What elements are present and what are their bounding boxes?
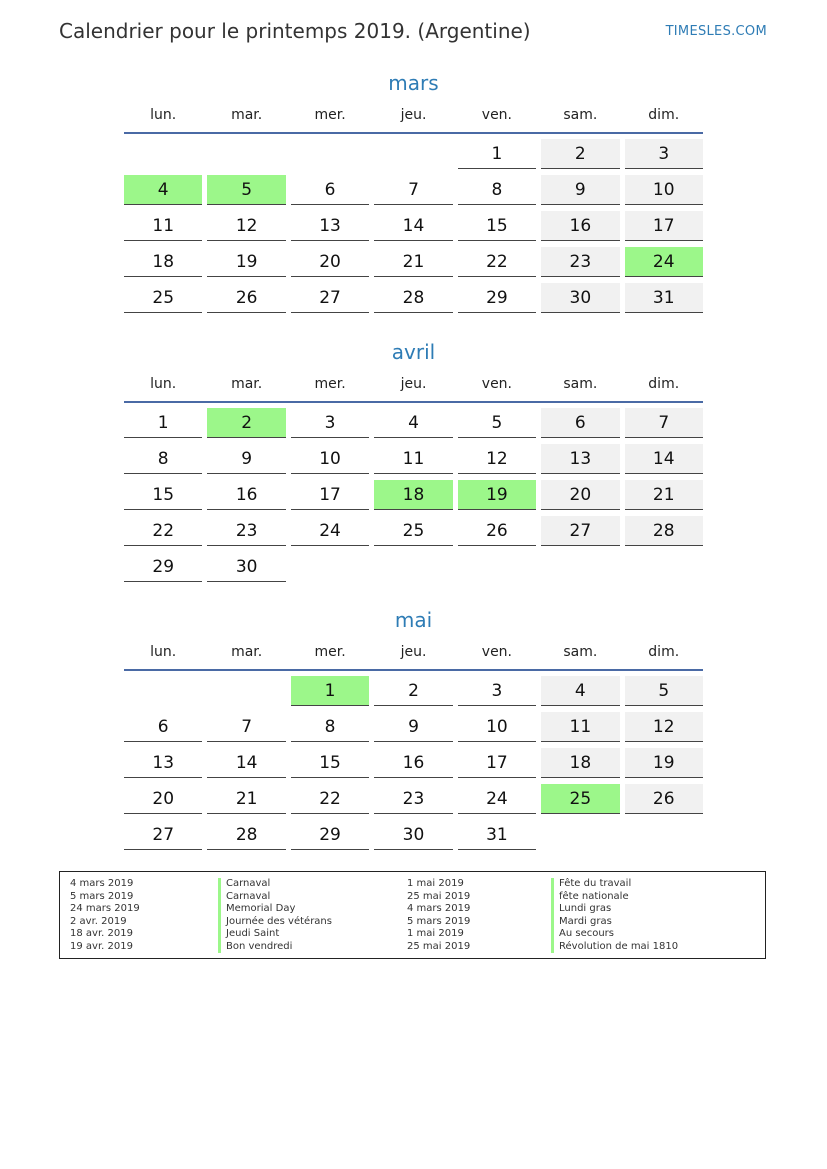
legend-holiday-name: Carnaval [218,878,332,891]
day-cell: 21 [625,480,703,510]
empty-day-cell [207,676,285,706]
empty-day-cell [291,139,369,169]
legend-right-names [551,878,678,953]
empty-day-cell [374,552,452,582]
day-cell: 26 [207,283,285,313]
day-cell: 11 [541,712,619,742]
holiday-day-cell: 2 [207,408,285,438]
legend-right-dates [407,878,470,953]
legend-date: 5 mars 2019 [70,890,134,902]
day-cell: 23 [207,516,285,546]
day-cell: 12 [625,712,703,742]
legend-date: 1 mai 2019 [407,878,464,889]
day-cell: 19 [207,247,285,277]
weekday-label: lun. [150,107,177,123]
day-cell: 28 [207,820,285,850]
header-divider [124,132,703,134]
weekday-label: jeu. [400,644,427,660]
day-cell: 2 [541,139,619,169]
day-cell: 16 [541,211,619,241]
day-cell: 18 [124,247,202,277]
week-row [124,820,703,852]
weekday-header [124,373,703,395]
weekday-label: lun. [150,644,177,660]
week-row [124,676,703,708]
month-mai [124,607,703,856]
day-cell: 12 [207,211,285,241]
day-cell: 27 [541,516,619,546]
empty-day-cell [625,820,703,850]
legend-date: 1 mai 2019 [407,928,464,939]
day-cell: 15 [124,480,202,510]
weekday-label: mar. [231,107,263,123]
empty-day-cell [458,552,536,582]
day-cell: 6 [124,712,202,742]
day-cell: 2 [374,676,452,706]
day-cell: 17 [291,480,369,510]
legend-date: 24 mars 2019 [70,903,140,914]
month-title: mai [394,608,433,632]
weeks-grid [124,139,703,315]
day-cell: 15 [458,211,536,241]
day-cell: 13 [291,211,369,241]
day-cell: 1 [458,139,536,169]
month-title: mars [388,71,439,95]
day-cell: 31 [625,283,703,313]
day-cell: 20 [124,784,202,814]
month-title: avril [391,340,436,364]
legend-date: 25 mai 2019 [407,940,471,952]
weeks-grid [124,676,703,852]
day-cell: 14 [207,748,285,778]
legend-holiday-name: Bon vendredi [218,941,332,954]
day-cell: 19 [625,748,703,778]
day-cell: 7 [374,175,452,205]
legend-left-dates [70,878,140,953]
legend-holiday-name: Révolution de mai 1810 [551,941,678,954]
week-row [124,748,703,780]
day-cell: 17 [625,211,703,241]
day-cell: 3 [625,139,703,169]
day-cell: 17 [458,748,536,778]
legend-date: 5 mars 2019 [407,915,471,927]
empty-day-cell [374,139,452,169]
day-cell: 30 [541,283,619,313]
legend-holiday-name: Jeudi Saint [218,928,332,941]
day-cell: 16 [207,480,285,510]
holiday-day-cell: 25 [541,784,619,814]
day-cell: 15 [291,748,369,778]
holiday-day-cell: 24 [625,247,703,277]
day-cell: 22 [291,784,369,814]
month-avril [124,339,703,588]
day-cell: 8 [291,712,369,742]
month-mars [124,70,703,319]
weekday-label: ven. [481,107,513,123]
weekday-label: dim. [648,107,680,123]
legend-holiday-name: Lundi gras [551,903,678,916]
day-cell: 23 [374,784,452,814]
weekday-label: mer. [314,107,346,123]
day-cell: 27 [291,283,369,313]
weekday-label: jeu. [400,107,427,123]
header-divider [124,669,703,671]
weekday-label: mer. [314,644,346,660]
week-row [124,444,703,476]
week-row [124,712,703,744]
day-cell: 30 [374,820,452,850]
weekday-label: dim. [648,376,680,392]
day-cell: 3 [291,408,369,438]
day-cell: 28 [625,516,703,546]
weekday-label: jeu. [400,376,427,392]
day-cell: 21 [207,784,285,814]
day-cell: 6 [291,175,369,205]
day-cell: 20 [541,480,619,510]
day-cell: 29 [291,820,369,850]
weekday-label: lun. [150,376,177,392]
weeks-grid [124,408,703,584]
weekday-label: sam. [563,376,598,392]
day-cell: 14 [374,211,452,241]
weekday-label: dim. [648,644,680,660]
page-title: Calendrier pour le printemps 2019. (Argentine) [59,19,531,43]
weekday-label: ven. [481,376,513,392]
legend-holiday-name: Carnaval [218,891,332,904]
weekday-header [124,641,703,663]
legend-holiday-name: Au secours [551,928,678,941]
empty-day-cell [625,552,703,582]
week-row [124,175,703,207]
week-row [124,139,703,171]
legend-holiday-name: Fête du travail [551,878,678,891]
legend-date: 4 mars 2019 [407,903,471,914]
weekday-label: mer. [314,376,346,392]
week-row [124,211,703,243]
day-cell: 28 [374,283,452,313]
weekday-label: sam. [563,644,598,660]
day-cell: 31 [458,820,536,850]
brand-link[interactable]: TIMESLES.COM [665,24,767,39]
weekday-header [124,104,703,126]
legend-date: 2 avr. 2019 [70,915,127,927]
legend-left-names [218,878,332,953]
day-cell: 9 [207,444,285,474]
day-cell: 24 [458,784,536,814]
week-row [124,283,703,315]
legend-holiday-name: Memorial Day [218,903,332,916]
holiday-day-cell: 19 [458,480,536,510]
day-cell: 25 [124,283,202,313]
empty-day-cell [124,676,202,706]
day-cell: 26 [458,516,536,546]
day-cell: 30 [207,552,285,582]
day-cell: 3 [458,676,536,706]
weekday-label: ven. [481,644,513,660]
day-cell: 4 [374,408,452,438]
day-cell: 10 [291,444,369,474]
day-cell: 14 [625,444,703,474]
day-cell: 18 [541,748,619,778]
week-row [124,247,703,279]
week-row [124,784,703,816]
day-cell: 11 [374,444,452,474]
day-cell: 10 [458,712,536,742]
day-cell: 9 [541,175,619,205]
day-cell: 4 [541,676,619,706]
day-cell: 24 [291,516,369,546]
week-row [124,552,703,584]
day-cell: 13 [541,444,619,474]
day-cell: 7 [625,408,703,438]
legend-date: 25 mai 2019 [407,890,471,902]
day-cell: 8 [458,175,536,205]
day-cell: 23 [541,247,619,277]
week-row [124,516,703,548]
day-cell: 22 [458,247,536,277]
day-cell: 27 [124,820,202,850]
weekday-label: mar. [231,376,263,392]
day-cell: 10 [625,175,703,205]
day-cell: 5 [625,676,703,706]
week-row [124,480,703,512]
day-cell: 13 [124,748,202,778]
weekday-label: mar. [231,644,263,660]
empty-day-cell [291,552,369,582]
legend-date: 4 mars 2019 [70,878,134,889]
day-cell: 16 [374,748,452,778]
day-cell: 12 [458,444,536,474]
legend-holiday-name: Journée des vétérans [218,916,332,929]
holiday-legend [59,871,766,959]
empty-day-cell [207,139,285,169]
day-cell: 25 [374,516,452,546]
legend-date: 18 avr. 2019 [70,928,133,939]
holiday-day-cell: 5 [207,175,285,205]
empty-day-cell [541,552,619,582]
holiday-day-cell: 18 [374,480,452,510]
holiday-day-cell: 1 [291,676,369,706]
empty-day-cell [541,820,619,850]
day-cell: 8 [124,444,202,474]
day-cell: 5 [458,408,536,438]
empty-day-cell [124,139,202,169]
holiday-day-cell: 4 [124,175,202,205]
day-cell: 6 [541,408,619,438]
day-cell: 1 [124,408,202,438]
day-cell: 7 [207,712,285,742]
header-divider [124,401,703,403]
legend-holiday-name: fête nationale [551,891,678,904]
week-row [124,408,703,440]
day-cell: 26 [625,784,703,814]
day-cell: 21 [374,247,452,277]
weekday-label: sam. [563,107,598,123]
day-cell: 9 [374,712,452,742]
day-cell: 11 [124,211,202,241]
day-cell: 29 [458,283,536,313]
legend-holiday-name: Mardi gras [551,916,678,929]
legend-date: 19 avr. 2019 [70,940,133,952]
day-cell: 29 [124,552,202,582]
day-cell: 20 [291,247,369,277]
day-cell: 22 [124,516,202,546]
